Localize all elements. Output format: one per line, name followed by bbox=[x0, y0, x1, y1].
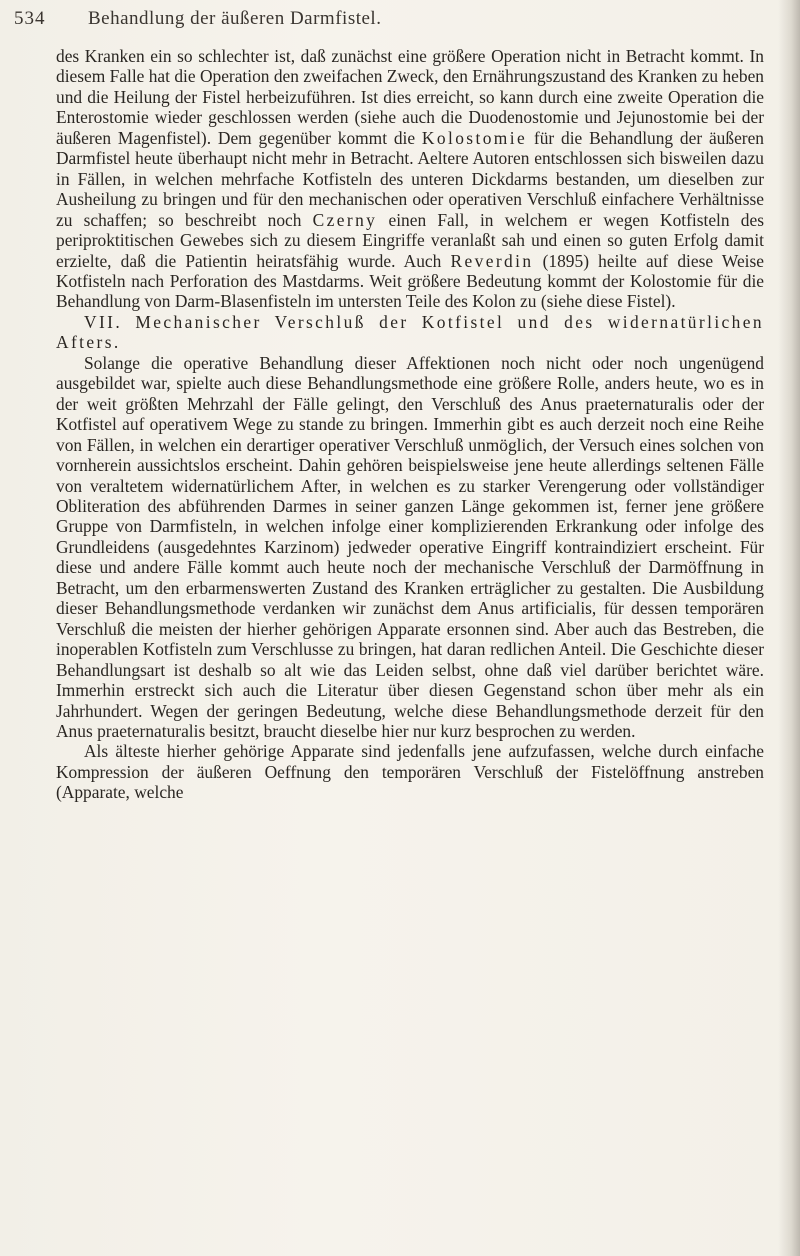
running-header bbox=[14, 8, 774, 44]
section-heading: VII. Mechanischer Verschluß der Kotfistel und des widernatürlichen Afters. bbox=[56, 311, 764, 353]
paragraph-3: Als älteste hierher gehörige Apparate sind jedenfalls jene aufzufassen, welche durch einfache Kompression der äußeren Oeffnung den temporären Verschluß der Fistelöffnung anstreben (Apparate, welche bbox=[56, 741, 764, 803]
paragraph-2: Solange die operative Behandlung dieser Affektionen noch nicht oder noch ungenügend ausgebildet war, spielte auch diese Behandlungsmethode eine größere Rolle, anders heute, wo es in der weit größten Mehrzahl der Fälle gelingt, den Verschluß des Anus praeternaturalis oder der Kotfistel auf operativem Wege zu stande zu bringen. Immerhin gibt es auch derzeit noch eine Reihe von Fällen, in welchen ein derartiger operativer Verschluß unmöglich, der Versuch eines solchen von vornherein aussichtslos erscheint. Dahin gehören beispielsweise jene heute allerdings seltenen Fälle von veraltetem widernatürlichem After, in welchen es zu starker Verengerung oder vollständiger Obliteration des abführenden Darmes in seiner ganzen Länge gekommen ist, ferner jene größere Gruppe von Darmfisteln, in welchen infolge einer komplizierenden Erkrankung oder infolge des Grundleidens (ausgedehntes Karzinom) jedweder operative Eingriff kontraindiziert erscheint. Für diese und andere Fälle kommt auch heute noch der mechanische Verschluß der Darmöffnung in Betracht, um den erbarmenswerten Zustand des Kranken erträglicher zu gestalten. Die Ausbildung dieser Behandlungsmethode verdanken wir zunächst dem Anus artificialis, für dessen temporären Verschluß die meisten der hierher gehörigen Apparate ersonnen sind. Aber auch das Bestreben, die inoperablen Kotfisteln zum Verschlusse zu bringen, hat daran redlichen Anteil. Die Geschichte dieser Behandlungsart ist deshalb so alt wie das Leiden selbst, ohne daß viel darüber berichtet wäre. Immerhin erstreckt sich auch die Literatur über diesen Gegenstand schon über mehr als ein Jahrhundert. Wegen der geringen Bedeutung, welche diese Behandlungsmethode derzeit für den Anus praeternaturalis besitzt, braucht dieselbe hier nur kurz besprochen zu werden. bbox=[56, 352, 764, 741]
page-number: 534 bbox=[14, 8, 46, 29]
page-edge-shadow bbox=[778, 0, 800, 1256]
paragraph-1-part-d: (1895) heilte auf diese Weise Kotfisteln nach Perforation des Mastdarms. Weit größere Bedeutung kommt der Kolostomie für die Behandlung von Darm-Blasenfisteln im untersten Teile des Kolon zu (siehe diese Fistel). bbox=[56, 250, 764, 312]
name-czerny: Czerny bbox=[312, 209, 378, 230]
term-kolostomie: Kolostomie bbox=[421, 127, 528, 148]
paragraph-1-part-a: des Kranken ein so schlechter ist, daß zunächst eine größere Operation nicht in Betracht kommt. In diesem Falle hat die Operation den zweifachen Zweck, den Ernährungszustand des Kranken zu heben und die Heilung der Fistel herbeizuführen. Ist dies erreicht, so kann durch eine zweite Operation die Enterostomie wieder geschlossen werden (siehe auch die Duodenostomie und Jejunostomie bei der äußeren Magenfistel). Dem gegenüber kommt die bbox=[56, 46, 764, 148]
paragraph-1 bbox=[56, 46, 764, 312]
body-text bbox=[56, 46, 764, 803]
paragraph-1-part-c: einen Fall, in welchem er wegen Kotfisteln des periproktitischen Gewebes sich zu diesem Eingriffe veranlaßt sah und einen so guten Erfolg damit erzielte, daß die Patientin heiratsfähig wurde. Auch bbox=[56, 209, 764, 271]
name-reverdin: Reverdin bbox=[450, 250, 534, 271]
paragraph-1-part-b: für die Behandlung der äußeren Darmfistel heute überhaupt nicht mehr in Betracht. Aeltere Autoren entschlossen sich bisweilen dazu in Fällen, in welchen mehrfache Kotfisteln des unteren Dickdarms bestanden, um dieselben zur Ausheilung zu bringen und für den mechanischen oder operativen Verschluß einfachere Verhältnisse zu schaffen; so beschreibt noch bbox=[56, 127, 764, 230]
running-title: Behandlung der äußeren Darmfistel. bbox=[88, 8, 382, 29]
